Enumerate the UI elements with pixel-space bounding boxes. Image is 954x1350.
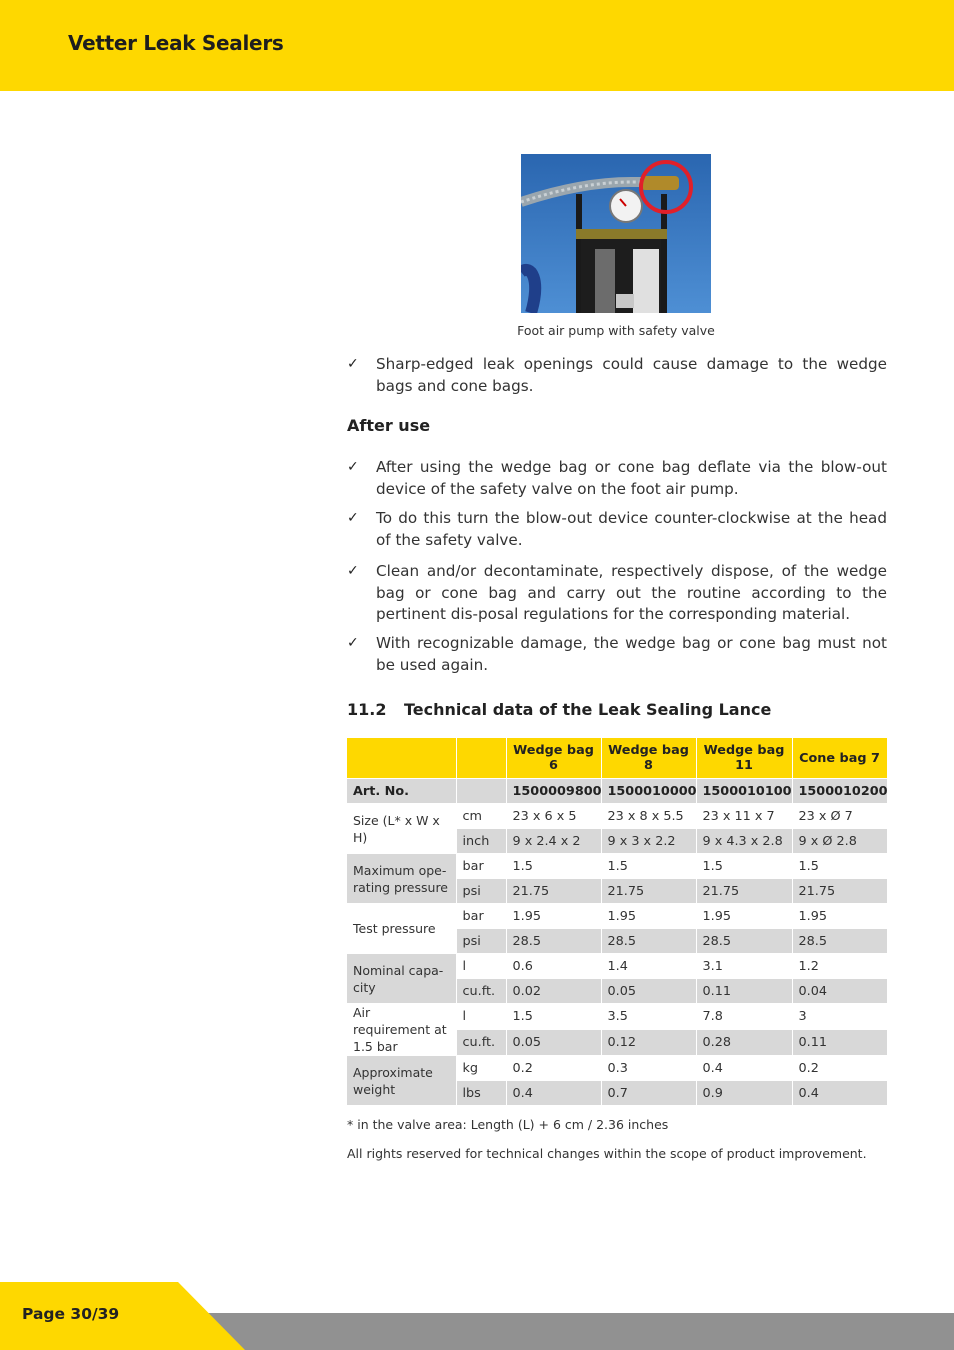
table-cell: 0.4 — [792, 1081, 887, 1106]
list-item: ✓ To do this turn the blow-out device counter-clockwise at the head of the safety valve. — [347, 509, 887, 549]
table-cell: 3 — [792, 1004, 887, 1030]
table-cell: 23 x 6 x 5 — [506, 804, 601, 829]
unit-cell: cm — [456, 804, 506, 829]
table-row — [347, 854, 887, 879]
table-cell: 1.5 — [506, 854, 601, 879]
table-cell: 21.75 — [792, 879, 887, 904]
table-cell: 0.7 — [601, 1081, 696, 1106]
table-cell: 7.8 — [696, 1004, 792, 1030]
section-heading — [347, 700, 771, 719]
table-cell: 1.5 — [792, 854, 887, 879]
checkmark-icon: ✓ — [347, 459, 359, 475]
header-cell-empty — [347, 738, 456, 779]
list-item: ✓ Sharp-edged leak openings could cause damage to the wedge bags and cone bags. — [347, 355, 887, 395]
header-cell: Wedge bag 6 — [506, 738, 601, 779]
list-item: ✓ With recognizable damage, the wedge bag or cone bag must not be used again. — [347, 634, 887, 674]
header-cell: Cone bag 7 — [792, 738, 887, 779]
row-group-label: Test pressure — [347, 904, 456, 954]
table-row — [347, 1056, 887, 1081]
row-group-label: Nominal capa-city — [347, 954, 456, 1004]
table-cell: 1.95 — [601, 904, 696, 929]
table-cell: 28.5 — [601, 929, 696, 954]
table-cell: 0.4 — [696, 1056, 792, 1081]
table-cell: 0.9 — [696, 1081, 792, 1106]
table-cell: 23 x Ø 7 — [792, 804, 887, 829]
row-group-label: Maximum ope-rating pressure — [347, 854, 456, 904]
table-cell: 0.05 — [601, 979, 696, 1004]
table-cell: 23 x 11 x 7 — [696, 804, 792, 829]
section-number: 11.2 — [347, 700, 387, 719]
table-cell: 1.5 — [696, 854, 792, 879]
table-cell: 1.95 — [506, 904, 601, 929]
table-cell: 1.5 — [506, 1004, 601, 1030]
table-cell: 1.95 — [696, 904, 792, 929]
table-cell: 0.11 — [696, 979, 792, 1004]
after-use-heading: After use — [347, 416, 431, 435]
foot-pump-photo — [521, 154, 711, 313]
table-cell: 28.5 — [506, 929, 601, 954]
table-row — [347, 1004, 887, 1030]
checkmark-icon: ✓ — [347, 356, 359, 372]
table-cell: 23 x 8 x 5.5 — [601, 804, 696, 829]
header-cell-empty — [456, 738, 506, 779]
table-cell: 0.2 — [506, 1056, 601, 1081]
table-row — [347, 804, 887, 829]
table-row — [347, 954, 887, 979]
table-cell: 9 x Ø 2.8 — [792, 829, 887, 854]
unit-cell: l — [456, 1004, 506, 1030]
table-cell: 1500010200 — [792, 779, 887, 804]
table-cell: 1500009800 — [506, 779, 601, 804]
foot-pump-illustration — [521, 154, 711, 313]
table-row — [347, 904, 887, 929]
unit-cell: psi — [456, 929, 506, 954]
table-cell: 0.6 — [506, 954, 601, 979]
unit-cell: inch — [456, 829, 506, 854]
page-number: Page 30/39 — [22, 1305, 120, 1323]
table-cell: 1500010100 — [696, 779, 792, 804]
table-cell: 9 x 4.3 x 2.8 — [696, 829, 792, 854]
table-cell: 1.4 — [601, 954, 696, 979]
table-cell: 1.95 — [792, 904, 887, 929]
table-cell: 21.75 — [696, 879, 792, 904]
document-title: Vetter Leak Sealers — [68, 31, 284, 55]
unit-cell: cu.ft. — [456, 979, 506, 1004]
header-cell: Wedge bag 11 — [696, 738, 792, 779]
rights-notice: All rights reserved for technical changes within the scope of product improvement. — [347, 1146, 867, 1161]
unit-cell: kg — [456, 1056, 506, 1081]
checkmark-icon: ✓ — [347, 635, 359, 651]
table-cell: 9 x 2.4 x 2 — [506, 829, 601, 854]
checkmark-icon: ✓ — [347, 563, 359, 579]
table-cell: 0.3 — [601, 1056, 696, 1081]
section-title: Technical data of the Leak Sealing Lance — [404, 700, 772, 719]
unit-cell: psi — [456, 879, 506, 904]
table-cell: 1.2 — [792, 954, 887, 979]
table-cell: 9 x 3 x 2.2 — [601, 829, 696, 854]
table-cell: 0.4 — [506, 1081, 601, 1106]
table-cell: 3.5 — [601, 1004, 696, 1030]
photo-caption: Foot air pump with safety valve — [517, 323, 715, 338]
list-item: ✓ Clean and/or decontaminate, respectively dispose, of the wedge bag or cone bag and carry out the routine according to the pertinent dis-posal regulations for the corresponding material. — [347, 562, 887, 623]
table-cell: 0.02 — [506, 979, 601, 1004]
checkmark-icon: ✓ — [347, 510, 359, 526]
header-cell: Wedge bag 8 — [601, 738, 696, 779]
unit-cell: bar — [456, 904, 506, 929]
row-group-label: Size (L* x W x H) — [347, 804, 456, 854]
table-cell: 0.12 — [601, 1030, 696, 1056]
table-cell: 0.2 — [792, 1056, 887, 1081]
table-cell: 21.75 — [506, 879, 601, 904]
table-cell: 1500010000 — [601, 779, 696, 804]
table-cell: 3.1 — [696, 954, 792, 979]
page-header — [0, 0, 954, 91]
table-cell: 21.75 — [601, 879, 696, 904]
row-group-label: Approximate weight — [347, 1056, 456, 1106]
row-group-label: Air requirement at 1.5 bar — [347, 1004, 456, 1056]
footnote: * in the valve area: Length (L) + 6 cm / 2.36 inches — [347, 1117, 669, 1132]
table-header-row — [347, 738, 887, 779]
list-item: ✓ After using the wedge bag or cone bag deflate via the blow-out device of the safety valve on the foot air pump. — [347, 458, 887, 498]
unit-cell: cu.ft. — [456, 1030, 506, 1056]
table-cell: 0.04 — [792, 979, 887, 1004]
technical-data-table — [347, 738, 888, 1106]
table-cell: 0.11 — [792, 1030, 887, 1056]
table-cell: 28.5 — [696, 929, 792, 954]
unit-cell: bar — [456, 854, 506, 879]
table-cell: 28.5 — [792, 929, 887, 954]
table-cell: 1.5 — [601, 854, 696, 879]
unit-cell: l — [456, 954, 506, 979]
table-cell: 0.28 — [696, 1030, 792, 1056]
art-no-label: Art. No. — [347, 779, 456, 804]
unit-cell: lbs — [456, 1081, 506, 1106]
table-cell: 0.05 — [506, 1030, 601, 1056]
table-row — [347, 779, 887, 804]
